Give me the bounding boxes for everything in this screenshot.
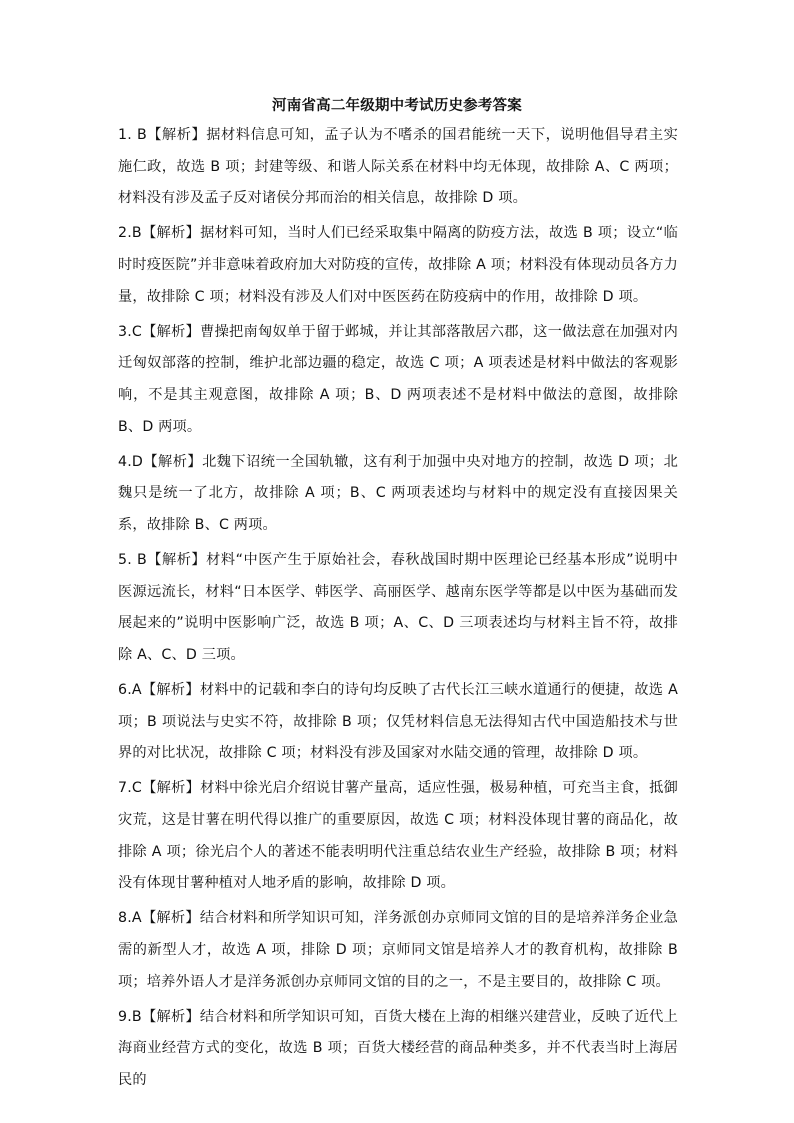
answer-list (118, 120, 678, 1100)
answer-item-3: 3.C【解析】曹操把南匈奴单于留于邺城，并让其部落散居六郡，这一做法意在加强对内迁匈奴部落的控制，维护北部边疆的稳定，故选 C 项；A 项表述是材料中做法的客观影响，不是其主观意图，故排除 A 项；B、D 两项表述不是材料中做法的意图，故排除 B、D 两项。 (118, 323, 678, 435)
answer-item-4: 4.D【解析】北魏下诏统一全国轨辙，这有利于加强中央对地方的控制，故选 D 项；北魏只是统一了北方，故排除 A 项；B、C 两项表述均与材料中的规定没有直接因果关系，故排除 B、C 两项。 (118, 453, 678, 533)
page-title: 河南省高二年级期中考试历史参考答案 (272, 98, 522, 114)
answer-item-5: 5. B【解析】材料“中医产生于原始社会，春秋战国时期中医理论已经基本形成”说明中医源远流长，材料“日本医学、韩医学、高丽医学、越南东医学等都是以中医为基础而发展起来的”说明中医影响广泛，故选 B 项；A、C、D 三项表述均与材料主旨不符，故排除 A、C、D 三项。 (118, 552, 678, 663)
answer-item-7: 7.C【解析】材料中徐光启介绍说甘薯产量高，适应性强，极易种植，可充当主食，抵御灾荒，这是甘薯在明代得以推广的重要原因，故选 C 项；材料没体现甘薯的商品化，故排除 A 项；徐光启个人的著述不能表明明代注重总结农业生产经验，故排除 B 项；材料没有体现甘薯种植对人地矛盾的影响，故排除 D 项。 (118, 780, 678, 892)
answer-item-6: 6.A【解析】材料中的记载和李白的诗句均反映了古代长江三峡水道通行的便捷，故选 A 项；B 项说法与史实不符，故排除 B 项；仅凭材料信息无法得知古代中国造船技术与世界的对比状况，故排除 C 项；材料没有涉及国家对水陆交通的管理，故排除 D 项。 (118, 682, 678, 762)
answer-item-8: 8.A【解析】结合材料和所学知识可知，洋务派创办京师同文馆的目的是培养洋务企业急需的新型人才，故选 A 项，排除 D 项；京师同文馆是培养人才的教育机构，故排除 B 项；培养外语人才是洋务派创办京师同文馆的目的之一，不是主要目的，故排除 C 项。 (118, 910, 678, 990)
answer-item-2: 2.B【解析】据材料可知，当时人们已经采取集中隔离的防疫方法，故选 B 项；设立“临时时疫医院”并非意味着政府加大对防疫的宣传，故排除 A 项；材料没有体现动员各方力量，故排除 C 项；材料没有涉及人们对中医医药在防疫病中的作用，故排除 D 项。 (118, 225, 678, 305)
answer-item-9: 9.B【解析】结合材料和所学知识可知，百货大楼在上海的相继兴建营业，反映了近代上海商业经营方式的变化，故选 B 项；百货大楼经营的商品种类多，并不代表当时上海居民的 (118, 1008, 678, 1088)
answer-item-1: 1. B【解析】据材料信息可知，孟子认为不嗜杀的国君能统一天下，说明他倡导君主实施仁政，故选 B 项；封建等级、和谐人际关系在材料中均无体现，故排除 A、C 两项；材料没有涉及孟子反对诸侯分邦而治的相关信息，故排除 D 项。 (118, 127, 678, 207)
